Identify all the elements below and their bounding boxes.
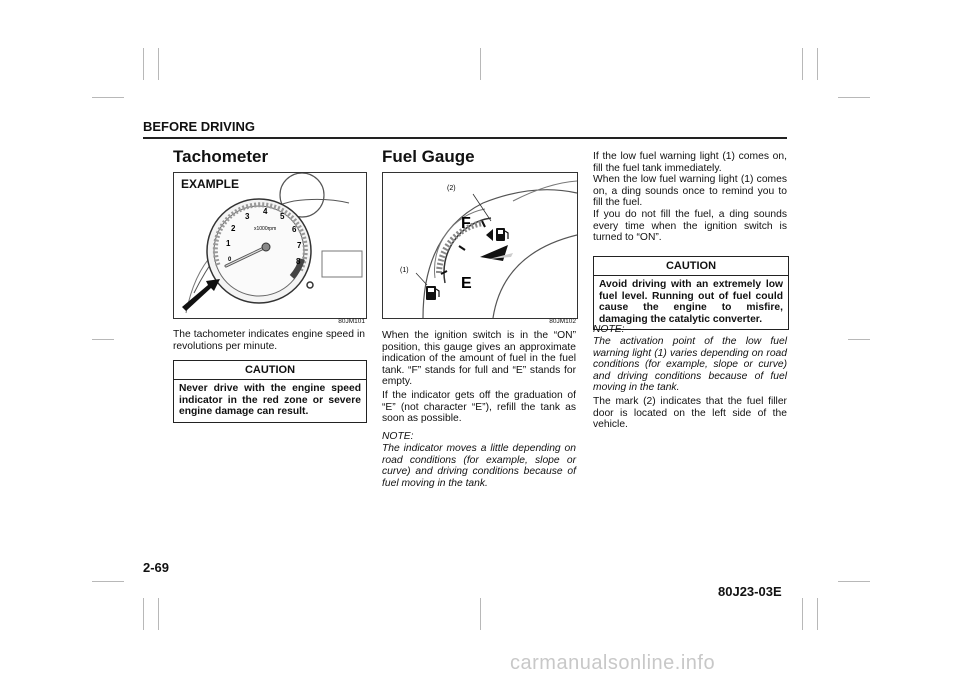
fuel-empty-mark: E — [461, 275, 472, 292]
low-fuel-paragraph-4: The mark (2) indicates that the fuel filler door is located on the left side of the vehicle. — [593, 396, 787, 431]
watermark: carmanualsonline.info — [510, 652, 716, 674]
tachometer-description: The tachometer indicates engine speed in revolutions per minute. — [173, 329, 365, 352]
fuel-gauge-paragraph-2: If the indicator gets off the graduation of “E” (not character “E”), refill the tank as soon as possible. — [382, 390, 576, 425]
crop-mark — [838, 581, 870, 582]
dial-unit: x1000rpm — [254, 226, 277, 232]
tachometer-heading: Tachometer — [173, 147, 269, 166]
crop-mark — [143, 48, 144, 80]
figure-code: 80JM101 — [338, 318, 365, 325]
tachometer-caution-box — [173, 360, 367, 423]
section-header: BEFORE DRIVING — [143, 119, 255, 134]
dial-number: 3 — [245, 212, 250, 221]
dial-number: 7 — [297, 241, 302, 250]
crop-mark — [802, 48, 803, 80]
dial-number: 2 — [231, 224, 236, 233]
low-fuel-paragraph-3: If you do not fill the fuel, a ding sounds every time when the ignition switch is turned to “ON”. — [593, 209, 787, 244]
crop-mark — [480, 598, 481, 630]
fuel-filler-icon — [486, 228, 508, 241]
crop-mark — [838, 97, 870, 98]
crop-mark — [92, 97, 124, 98]
crop-mark — [92, 339, 114, 340]
figure-label: EXAMPLE — [181, 177, 240, 191]
tachometer-figure — [173, 172, 367, 319]
figure-code: 80JM102 — [549, 318, 576, 325]
note-text: The activation point of the low fuel warning light (1) varies depending on road conditions (for example, slope or curve) and driving conditions because of fuel moving in the tank. — [593, 336, 787, 394]
header-rule — [143, 137, 787, 139]
note-label: NOTE: — [382, 431, 414, 442]
fuel-gauge-illustration — [383, 173, 577, 318]
document-code: 80J23-03E — [718, 584, 782, 599]
tachometer-illustration — [174, 173, 366, 318]
fuel-gauge-paragraph-1: When the ignition switch is in the “ON” position, this gauge gives an approximate indication of the amount of fuel in the fuel tank. “F” stands for full and “E” stands for empty. — [382, 330, 576, 388]
dial-number: 5 — [280, 212, 285, 221]
fuel-gauge-heading: Fuel Gauge — [382, 147, 475, 166]
caution-title: CAUTION — [594, 257, 788, 276]
crop-mark — [817, 598, 818, 630]
crop-mark — [158, 598, 159, 630]
low-fuel-warning-icon — [426, 286, 439, 300]
page-number: 2-69 — [143, 560, 170, 575]
dial-number: 1 — [226, 239, 231, 248]
callout-1: (1) — [400, 267, 409, 274]
low-fuel-caution-box — [593, 256, 789, 330]
caution-title: CAUTION — [174, 361, 366, 380]
crop-mark — [817, 48, 818, 80]
dial-number: 6 — [292, 225, 297, 234]
crop-mark — [802, 598, 803, 630]
dial-number: 0 — [228, 257, 232, 263]
low-fuel-paragraph-2: When the low fuel warning light (1) comes on, a ding sounds once to remind you to fill the fuel. — [593, 174, 787, 209]
callout-2: (2) — [447, 185, 456, 192]
fuel-gauge-figure — [382, 172, 578, 319]
crop-mark — [143, 598, 144, 630]
crop-mark — [480, 48, 481, 80]
fuel-full-mark: F — [461, 215, 471, 232]
crop-mark — [92, 581, 124, 582]
dial-number: 4 — [263, 207, 268, 216]
low-fuel-paragraph-1: If the low fuel warning light (1) comes on, fill the fuel tank immediately. — [593, 151, 787, 174]
note-label: NOTE: — [593, 324, 625, 335]
note-text: The indicator moves a little depending on road conditions (for example, slope or curve) and driving conditions because of fuel moving in the tank. — [382, 443, 576, 489]
caution-text: Never drive with the engine speed indicator in the red zone or severe engine damage can result. — [179, 383, 361, 418]
dial-number: 8 — [296, 257, 301, 266]
caution-text: Avoid driving with an extremely low fuel level. Running out of fuel could cause the engine to misfire, damaging the catalytic converter. — [599, 279, 783, 325]
crop-mark — [158, 48, 159, 80]
crop-mark — [848, 339, 870, 340]
